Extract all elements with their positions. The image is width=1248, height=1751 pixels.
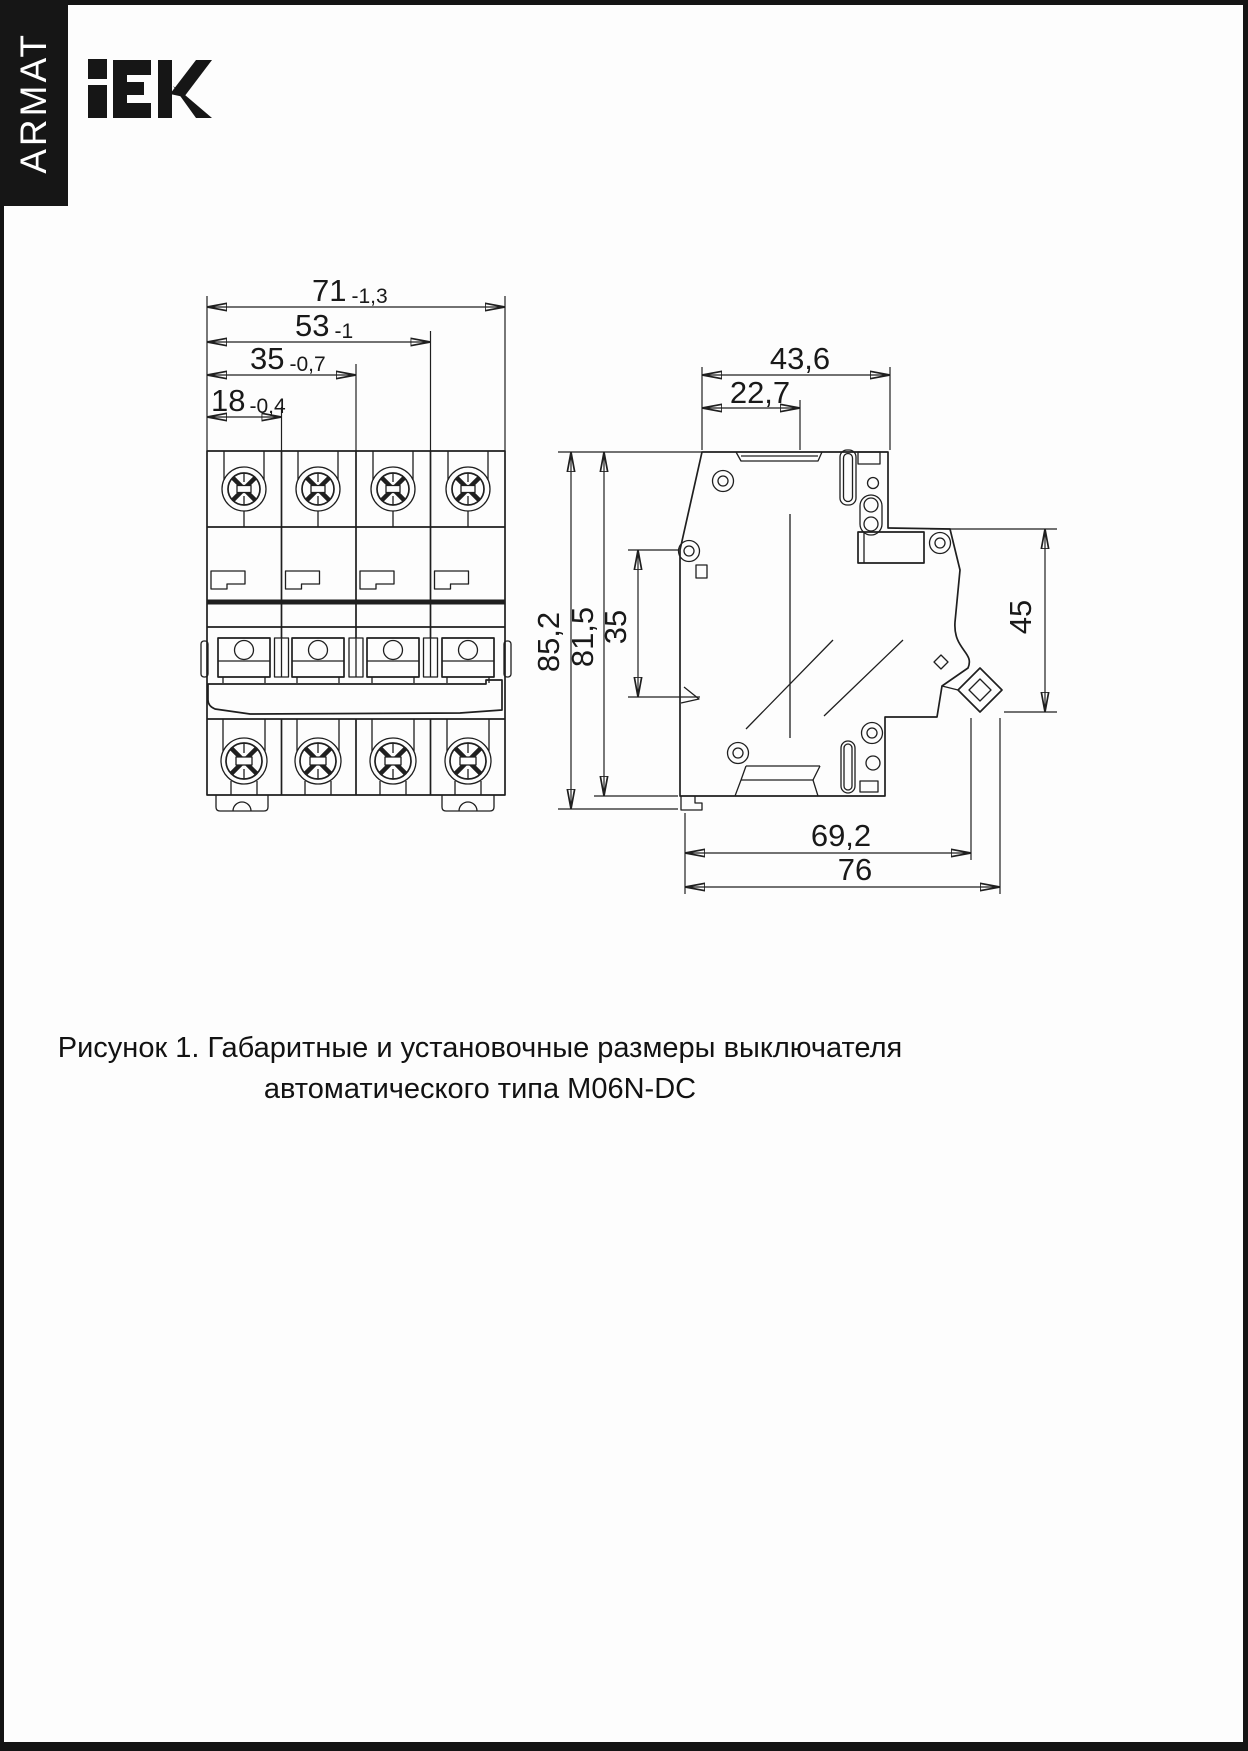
dim-din-recess-35: 35 [598, 609, 633, 645]
front-view-drawing [201, 273, 511, 811]
dim-depth-69-2: 69,2 [810, 818, 872, 853]
side-view-drawing [531, 341, 1057, 894]
front-view-dimensions [207, 273, 505, 451]
dim-height-81-5: 81,5 [565, 606, 600, 668]
side-view-dimensions [531, 341, 1057, 894]
figure-caption-line1: Рисунок 1. Габаритные и установочные размеры выключателя [57, 1032, 903, 1064]
dim-depth-43-6: 43,6 [769, 341, 831, 376]
dim-depth-22-7: 22,7 [729, 375, 791, 410]
dim-width-35: 35 -0,7 [250, 341, 326, 376]
figure-caption-line2: автоматического типа M06N-DC [263, 1073, 697, 1105]
dim-width-53: 53 -1 [295, 308, 354, 343]
dim-depth-76: 76 [837, 852, 873, 887]
dim-width-71: 71 -1,3 [312, 273, 388, 308]
dim-height-45: 45 [1003, 599, 1038, 635]
dim-height-85-2: 85,2 [531, 611, 566, 673]
figure-caption [40, 1028, 920, 1110]
dim-width-18: 18 -0,4 [211, 383, 286, 418]
armat-vertical-label: ARMAT [13, 32, 54, 174]
